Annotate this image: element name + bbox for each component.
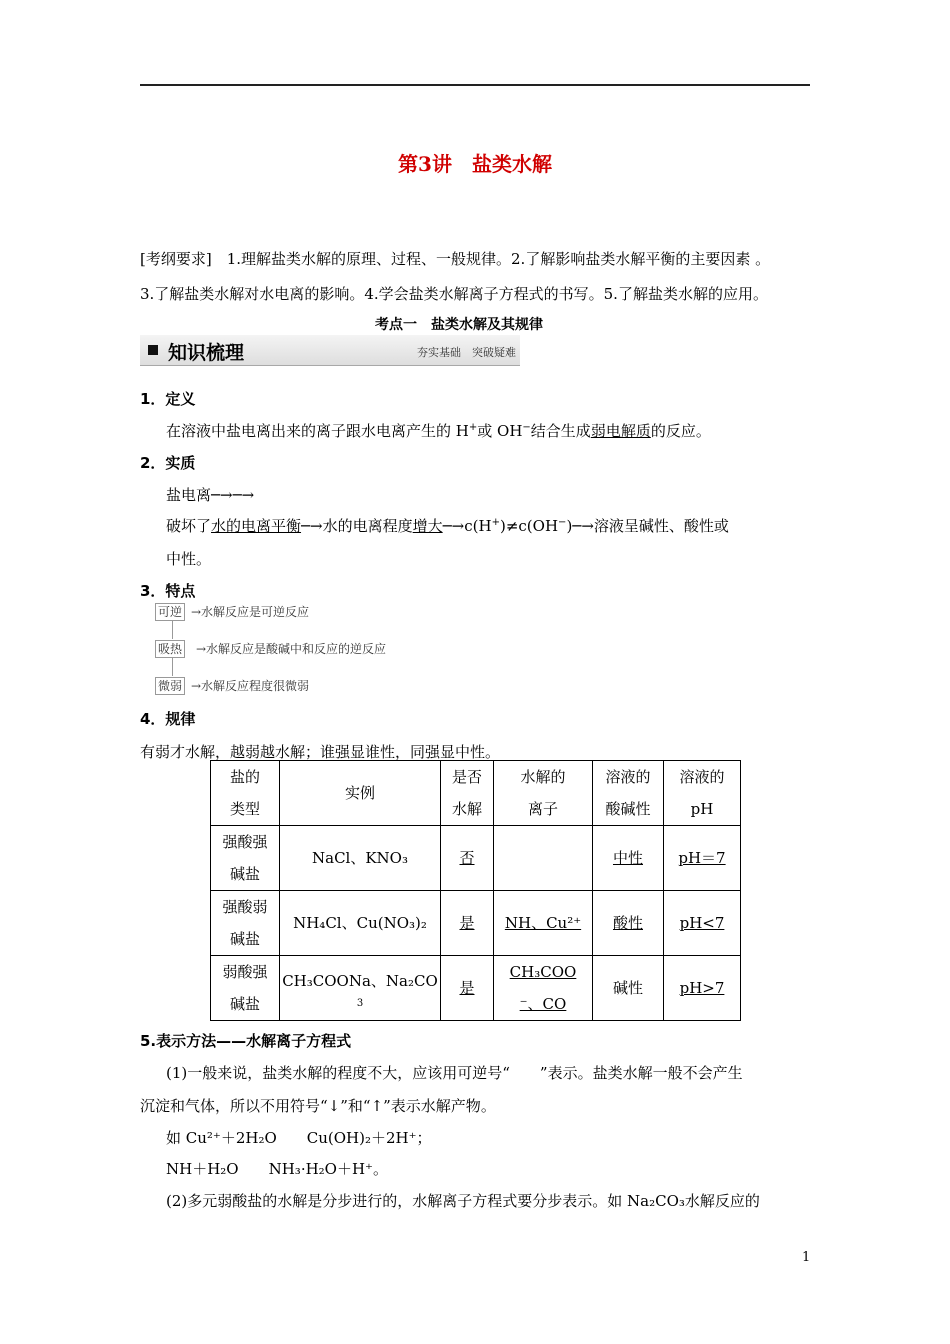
essence-line-3: 中性。 — [166, 550, 212, 568]
feature-key-endothermic: 吸热 — [155, 640, 185, 658]
page-title: 第3讲 盐类水解 — [398, 152, 552, 176]
table-cell: CH₃COONa、Na₂CO 3 — [280, 956, 441, 1021]
heading-definition: 1．定义 — [140, 390, 196, 408]
essence-line-2: 破坏了水的电离平衡─→水的电离程度增大─→c(H+)≠c(OH−)─→溶液呈碱性、酸性或 — [166, 517, 729, 535]
table-header-cell: 溶液的 酸碱性 — [593, 761, 664, 826]
table-cell: pH>7 — [664, 956, 741, 1021]
table-cell: NH₄Cl、Cu(NO₃)₂ — [280, 891, 441, 956]
table-header-cell: 实例 — [280, 761, 441, 826]
feature-key-weak: 微弱 — [155, 677, 185, 695]
table-header-cell: 是否 水解 — [441, 761, 494, 826]
table-header-cell: 溶液的 pH — [664, 761, 741, 826]
table-cell: 弱酸强 碱盐 — [211, 956, 280, 1021]
feature-key-reversible: 可逆 — [155, 603, 185, 621]
table-header-row — [211, 761, 741, 826]
feature-desc-weak: →水解反应程度很微弱 — [191, 679, 310, 693]
table-row — [211, 891, 741, 956]
heading-features: 3．特点 — [140, 582, 196, 600]
table-row — [211, 956, 741, 1021]
table-cell: 是 — [441, 956, 494, 1021]
equation-ammonium: NH＋H₂O NH₃·H₂O＋H⁺。 — [166, 1160, 388, 1178]
banner-title: 知识梳理 — [168, 342, 245, 364]
table-cell: pH＝7 — [664, 826, 741, 891]
heading-essence: 2．实质 — [140, 454, 196, 472]
equation-copper: 如 Cu²⁺＋2H₂O Cu(OH)₂＋2H⁺； — [166, 1129, 432, 1147]
definition-text: 在溶液中盐电离出来的离子跟水电离产生的 H+或 OH−结合生成弱电解质的反应。 — [166, 422, 711, 440]
table-cell: 否 — [441, 826, 494, 891]
rules-text: 有弱才水解，越弱越水解；谁强显谁性，同强显中性。 — [140, 743, 501, 761]
table-cell: 中性 — [593, 826, 664, 891]
heading-expression: 5.表示方法——水解离子方程式 — [140, 1032, 352, 1050]
table-cell: 强酸弱 碱盐 — [211, 891, 280, 956]
heading-rules: 4．规律 — [140, 710, 196, 728]
table-cell: NaCl、KNO₃ — [280, 826, 441, 891]
expression-p1-line2: 沉淀和气体，所以不用符号“↓”和“↑”表示水解产物。 — [140, 1097, 496, 1115]
table-row — [211, 826, 741, 891]
table-header-cell: 水解的 离子 — [494, 761, 593, 826]
section-title: 考点一 盐类水解及其规律 — [375, 317, 543, 333]
page-number: 1 — [802, 1250, 811, 1265]
table-cell: pH<7 — [664, 891, 741, 956]
feature-connector — [172, 621, 173, 639]
table-cell: 强酸强 碱盐 — [211, 826, 280, 891]
feature-connector — [172, 658, 173, 676]
expression-p2-line1: (2)多元弱酸盐的水解是分步进行的，水解离子方程式要分步表示。如 Na₂CO₃水解反应的 — [166, 1192, 760, 1210]
table-cell: CH₃COO ⁻、CO — [494, 956, 593, 1021]
banner-subtitle: 夯实基础 突破疑难 — [417, 346, 516, 359]
table-cell: 酸性 — [593, 891, 664, 956]
table-cell: 是 — [441, 891, 494, 956]
hydrolysis-table — [210, 760, 741, 1021]
feature-desc-reversible: →水解反应是可逆反应 — [191, 605, 310, 619]
table-cell: 碱性 — [593, 956, 664, 1021]
table-cell: NH、Cu²⁺ — [494, 891, 593, 956]
expression-p1-line1: (1)一般来说，盐类水解的程度不大，应该用可逆号“ ”表示。盐类水解一般不会产生 — [166, 1064, 743, 1082]
requirements-line-1: [考纲要求] 1.理解盐类水解的原理、过程、一般规律。2.了解影响盐类水解平衡的主要因素 。 — [140, 250, 771, 268]
requirements-line-2: 3.了解盐类水解对水电离的影响。4.学会盐类水解离子方程式的书写。5.了解盐类水解的应用。 — [140, 285, 768, 303]
essence-line-1: 盐电离─→─→ — [166, 486, 255, 504]
feature-desc-endothermic: →水解反应是酸碱中和反应的逆反应 — [196, 642, 387, 656]
table-cell — [494, 826, 593, 891]
header-rule — [140, 84, 810, 86]
knowledge-banner — [140, 335, 520, 366]
square-bullet-icon — [148, 345, 158, 355]
table-header-cell: 盐的 类型 — [211, 761, 280, 826]
